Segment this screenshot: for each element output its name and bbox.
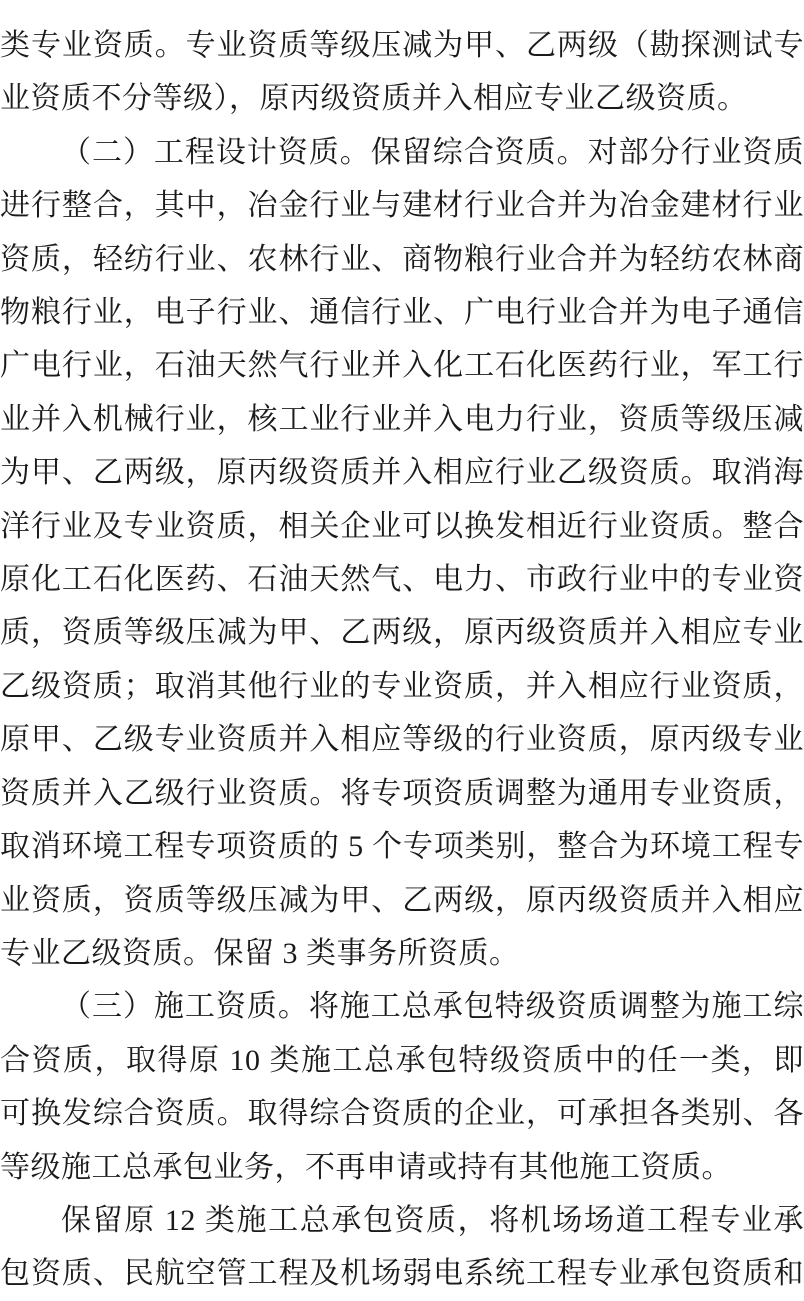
paragraph-section-3-construction-qualifications: （三）施工资质。将施工总承包特级资质调整为施工综合资质，取得原 10 类施工总承包特级资质中的任一类，即可换发综合资质。取得综合资质的企业，可承担各类别、各等级施工总承包业务，不再申请或持有其他施工资质。	[0, 990, 804, 1184]
paragraph-section-2-design-qualifications: （二）工程设计资质。保留综合资质。对部分行业资质进行整合，其中，冶金行业与建材行业合并为冶金建材行业资质，轻纺行业、农林行业、商物粮行业合并为轻纺农林商物粮行业，电子行业、通信行业、广电行业合并为电子通信广电行业，石油天然气行业并入化工石化医药行业，军工行业并入机械行业，核工业行业并入电力行业，资质等级压减为甲、乙两级，原丙级资质并入相应行业乙级资质。取消海洋行业及专业资质，相关企业可以换发相近行业资质。整合原化工石化医药、石油天然气、电力、市政行业中的专业资质，资质等级压减为甲、乙两级，原丙级资质并入相应专业乙级资质；取消其他行业的专业资质，并入相应行业资质，原甲、乙级专业资质并入相应等级的行业资质，原丙级专业资质并入乙级行业资质。将专项资质调整为通用专业资质，取消环境工程专项资质的 5 个专项类别，整合为环境工程专业资质，资质等级压减为甲、乙两级，原丙级资质并入相应专业乙级资质。保留 3 类事务所资质。	[0, 135, 804, 970]
paragraph-retained-general-contracting: 保留原 12 类施工总承包资质，将机场场道工程专业承包资质、民航空管工程及机场弱电系统工程专业承包资质和	[0, 1203, 804, 1291]
paragraph-continuation: 类专业资质。专业资质等级压减为甲、乙两级（勘探测试专业资质不分等级），原丙级资质并入相应专业乙级资质。	[0, 29, 804, 116]
